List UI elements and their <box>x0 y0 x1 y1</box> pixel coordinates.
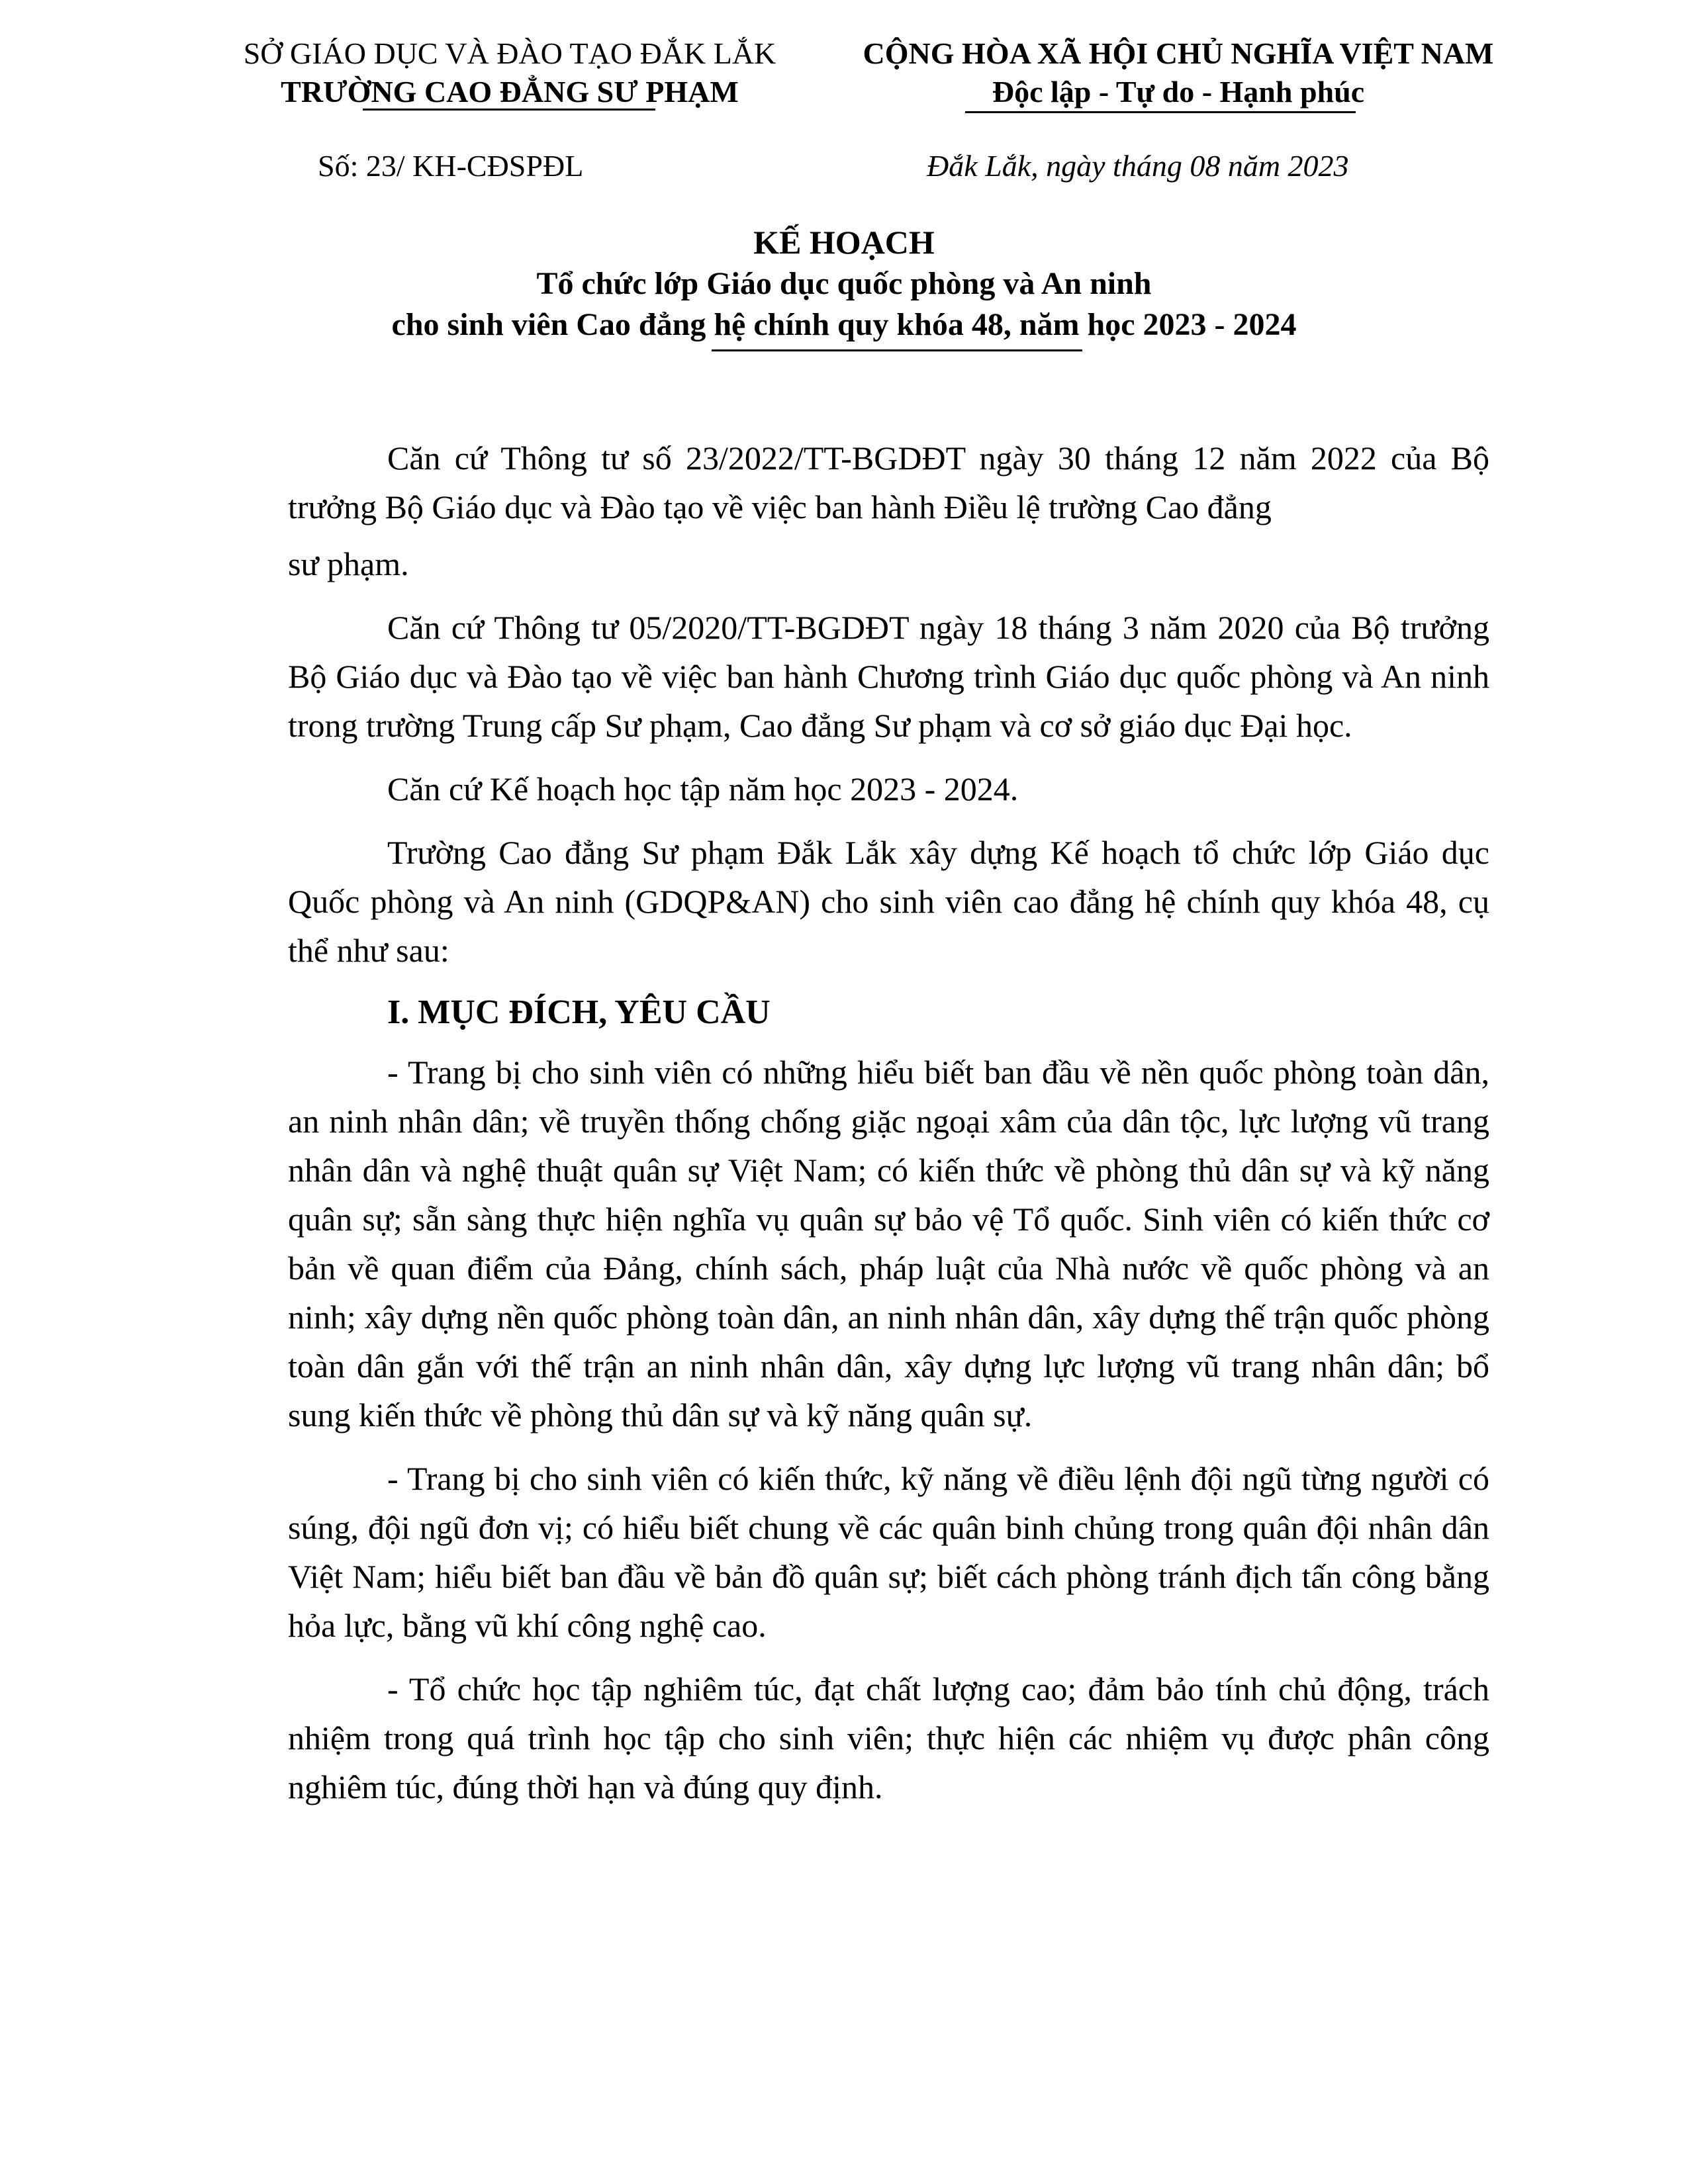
document-number: Số: 23/ KH-CĐSPĐL <box>318 149 584 183</box>
motto-underline <box>965 111 1356 113</box>
intro-paragraph: Trường Cao đẳng Sư phạm Đắk Lắk xây dựng Kế hoạch tổ chức lớp Giáo dục Quốc phòng và An ninh (GDQP&AN) cho sinh viên cao đẳng hệ chính quy khóa 48, cụ thể như sau: <box>288 834 1489 969</box>
document-type-title: KẾ HOẠCH <box>753 224 935 261</box>
title-subject-line2: cho sinh viên Cao đẳng hệ chính quy khóa 48, năm học 2023 - 2024 <box>391 307 1297 342</box>
national-motto: Độc lập - Tự do - Hạnh phúc <box>992 75 1365 109</box>
parent-agency-name: SỞ GIÁO DỤC VÀ ĐÀO TẠO ĐẮK LẮK <box>243 36 776 70</box>
document-title-block <box>199 221 1489 345</box>
title-subject-line1: Tổ chức lớp Giáo dục quốc phòng và An ninh <box>536 266 1152 301</box>
legal-basis-paragraph-3: Căn cứ Kế hoạch học tập năm học 2023 - 2024. <box>387 770 1019 807</box>
section-paragraph-1: - Trang bị cho sinh viên có những hiểu biết ban đầu về nền quốc phòng toàn dân, an ninh nhân dân; về truyền thống chống giặc ngoại xâm của dân tộc, lực lượng vũ trang nhân dân và nghệ thuật quân sự Việt Nam; có kiến thức về phòng thủ dân sự và kỹ năng quân sự; sẵn sàng thực hiện nghĩa vụ quân sự bảo vệ Tổ quốc. Sinh viên có kiến thức cơ bản về quan điểm của Đảng, chính sách, pháp luật của Nhà nước về quốc phòng và an ninh; xây dựng nền quốc phòng toàn dân, an ninh nhân dân, xây dựng thế trận quốc phòng toàn dân gắn với thế trận an ninh nhân dân, xây dựng lực lượng vũ trang nhân dân; bổ sung kiến thức về phòng thủ dân sự và kỹ năng quân sự. <box>288 1054 1489 1433</box>
issuing-agency-block <box>218 34 801 111</box>
section-paragraph-2: - Trang bị cho sinh viên có kiến thức, kỹ năng về điều lệnh đội ngũ từng người có súng, đội ngũ đơn vị; có hiểu biết chung về các quân binh chủng trong quân đội nhân dân Việt Nam; hiểu biết ban đầu về bản đồ quân sự; biết cách phòng tránh địch tấn công bằng hỏa lực, bằng vũ khí công nghệ cao. <box>288 1460 1489 1644</box>
agency-underline <box>363 109 655 111</box>
section-heading: I. MỤC ĐÍCH, YÊU CẦU <box>387 993 771 1031</box>
legal-basis-paragraph-2: Căn cứ Thông tư 05/2020/TT-BGDĐT ngày 18 tháng 3 năm 2020 của Bộ trưởng Bộ Giáo dục và Đào tạo về việc ban hành Chương trình Giáo dục quốc phòng và An ninh trong trường Trung cấp Sư phạm, Cao đẳng Sư phạm và cơ sở giáo dục Đại học. <box>288 609 1489 744</box>
national-motto-block <box>834 34 1523 111</box>
school-name: TRƯỜNG CAO ĐẲNG SƯ PHẠM <box>281 75 739 109</box>
legal-basis-paragraph-1: Căn cứ Thông tư số 23/2022/TT-BGDĐT ngày 30 tháng 12 năm 2022 của Bộ trưởng Bộ Giáo dục và Đào tạo về việc ban hành Điều lệ trường Cao đẳng <box>288 439 1489 525</box>
document-date: Đắk Lắk, ngày tháng 08 năm 2023 <box>927 149 1349 183</box>
legal-basis-paragraph-1-continuation: sư phạm. <box>288 545 409 582</box>
title-underline <box>712 349 1082 351</box>
section-paragraph-3: - Tổ chức học tập nghiêm túc, đạt chất lượng cao; đảm bảo tính chủ động, trách nhiệm trong quá trình học tập cho sinh viên; thực hiện các nhiệm vụ được phân công nghiêm túc, đúng thời hạn và đúng quy định. <box>288 1670 1489 1805</box>
country-name: CỘNG HÒA XÃ HỘI CHỦ NGHĨA VIỆT NAM <box>863 36 1494 70</box>
document-body <box>288 433 1489 1826</box>
